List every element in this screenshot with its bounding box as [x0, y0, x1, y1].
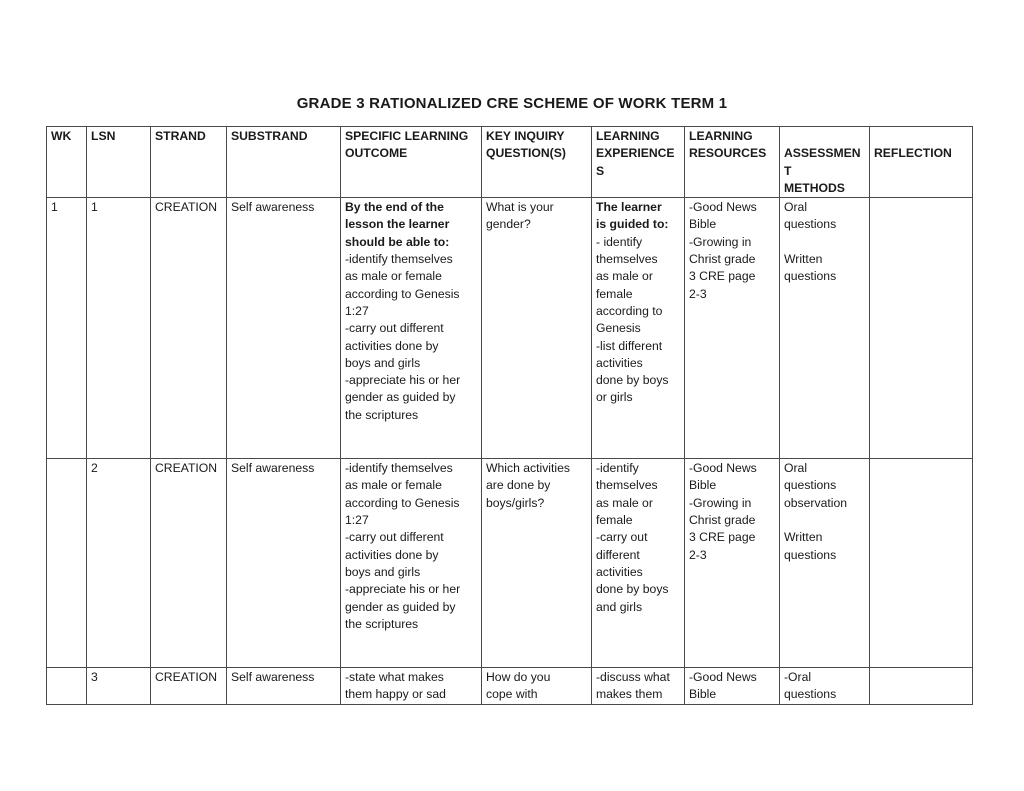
cell-assessment [780, 459, 870, 668]
outcome_bold-line: lesson the learner [345, 217, 450, 232]
experiences-line: -list different [596, 338, 663, 353]
assessment-line: questions [784, 547, 837, 562]
cell-wk: 1 [47, 198, 87, 459]
cell-question [482, 668, 592, 705]
header-experiences-line: LEARNING [596, 129, 660, 143]
resources-line: Bible [689, 478, 717, 493]
question-line: gender? [486, 217, 531, 232]
assessment-line: questions [784, 478, 837, 493]
header-assessment-line: METHODS [784, 180, 845, 195]
header-assessment-line [784, 128, 865, 145]
outcome-line: -identify themselves [345, 252, 453, 267]
cell-wk [47, 668, 87, 705]
header-experiences [592, 127, 685, 198]
header-lsn [87, 127, 151, 198]
experiences-line: activities [596, 564, 643, 579]
resources-line: Christ grade [689, 252, 756, 267]
experiences-line: -carry out [596, 530, 648, 545]
resources-line: -Growing in [689, 495, 752, 510]
outcome-line: gender as guided by [345, 599, 456, 614]
question-line: are done by [486, 478, 551, 493]
cell-outcome [341, 668, 482, 705]
outcome-line: the scriptures [345, 616, 419, 631]
experiences-line: different [596, 547, 640, 562]
cell-lsn: 3 [87, 668, 151, 705]
experiences-line: as male or [596, 269, 653, 284]
header-resources-line: RESOURCES [689, 146, 767, 161]
outcome-line: -appreciate his or her [345, 582, 461, 597]
experiences-line: -identify [596, 461, 639, 476]
table-row [47, 198, 973, 459]
resources-line: -Good News [689, 670, 757, 685]
assessment-line [784, 512, 865, 529]
header-outcome-line: OUTCOME [345, 146, 408, 161]
header-reflection-line [874, 128, 968, 145]
header-wk-line: WK [51, 129, 72, 143]
header-assessment-line: ASSESSMENT [784, 146, 861, 178]
header-outcome [341, 127, 482, 198]
header-question [482, 127, 592, 198]
resources-line: -Growing in [689, 234, 752, 249]
experiences_bold-line: The learner [596, 200, 662, 215]
outcome-line: the scriptures [345, 407, 419, 422]
experiences-line: according to [596, 303, 663, 318]
question-line: What is your [486, 200, 554, 215]
resources-line: 2-3 [689, 547, 707, 562]
outcome-line: them happy or sad [345, 687, 446, 702]
header-experiences-line: EXPERIENCES [596, 146, 675, 178]
experiences-line: and girls [596, 599, 643, 614]
outcome-line: 1:27 [345, 513, 369, 528]
header-outcome-line: SPECIFIC LEARNING [345, 129, 469, 143]
assessment-line: observation [784, 495, 848, 510]
cell-resources [685, 668, 780, 705]
outcome-line: activities done by [345, 338, 439, 353]
resources-line: Bible [689, 217, 717, 232]
assessment-line: Oral [784, 200, 808, 215]
cell-strand: CREATION [151, 668, 227, 705]
scheme-of-work-table [46, 126, 973, 705]
resources-line: 3 CRE page [689, 530, 756, 545]
cell-substrand: Self awareness [227, 668, 341, 705]
experiences-line: done by boys [596, 373, 669, 388]
cell-reflection [870, 459, 973, 668]
experiences-line: themselves [596, 478, 658, 493]
assessment-line: -Oral [784, 670, 812, 685]
outcome-line: gender as guided by [345, 390, 456, 405]
cell-strand: CREATION [151, 459, 227, 668]
question-line: boys/girls? [486, 495, 545, 510]
experiences-line: or girls [596, 390, 633, 405]
experiences-line: Genesis [596, 321, 641, 336]
assessment-line: questions [784, 269, 837, 284]
header-substrand-line: SUBSTRAND [231, 129, 308, 143]
table-row [47, 459, 973, 668]
cell-question [482, 459, 592, 668]
header-lsn-line: LSN [91, 129, 116, 143]
experiences_bold-line: is guided to: [596, 217, 669, 232]
experiences-line: themselves [596, 252, 658, 267]
outcome-line: boys and girls [345, 564, 421, 579]
cell-assessment [780, 668, 870, 705]
header-wk [47, 127, 87, 198]
header-assessment [780, 127, 870, 198]
outcome-line: 1:27 [345, 303, 369, 318]
resources-line: Bible [689, 687, 717, 702]
outcome-line: -carry out different [345, 530, 444, 545]
header-resources-line: LEARNING [689, 129, 753, 143]
outcome-line: -state what makes [345, 670, 444, 685]
outcome-line: -appreciate his or her [345, 373, 461, 388]
assessment-line [784, 234, 865, 251]
question-line: Which activities [486, 461, 570, 476]
outcome-line: as male or female [345, 478, 442, 493]
outcome-line: boys and girls [345, 355, 421, 370]
outcome-line: as male or female [345, 269, 442, 284]
resources-line: -Good News [689, 200, 757, 215]
resources-line: Christ grade [689, 513, 756, 528]
experiences-line: done by boys [596, 582, 669, 597]
outcome_bold-line: should be able to: [345, 234, 450, 249]
resources-line: 3 CRE page [689, 269, 756, 284]
header-reflection-line: REFLECTION [874, 146, 952, 161]
cell-resources [685, 459, 780, 668]
assessment-line: questions [784, 217, 837, 232]
experiences-line: makes them [596, 687, 663, 702]
cell-reflection [870, 668, 973, 705]
outcome-line: -carry out different [345, 321, 444, 336]
experiences-line: - identify [596, 234, 643, 249]
cell-experiences [592, 198, 685, 459]
header-question-line: KEY INQUIRY [486, 129, 565, 143]
header-strand [151, 127, 227, 198]
header-substrand [227, 127, 341, 198]
cell-reflection [870, 198, 973, 459]
experiences-line: as male or [596, 495, 653, 510]
resources-line: 2-3 [689, 286, 707, 301]
outcome-line: activities done by [345, 547, 439, 562]
experiences-line: activities [596, 355, 643, 370]
cell-substrand: Self awareness [227, 198, 341, 459]
header-resources [685, 127, 780, 198]
outcome-line: -identify themselves [345, 461, 453, 476]
outcome_bold-line: By the end of the [345, 200, 444, 215]
outcome-line: according to Genesis [345, 286, 460, 301]
cell-question [482, 198, 592, 459]
header-question-line: QUESTION(S) [486, 146, 566, 161]
assessment-line: Oral [784, 461, 808, 476]
question-line: cope with [486, 687, 538, 702]
table-row [47, 668, 973, 705]
cell-outcome [341, 198, 482, 459]
assessment-line: questions [784, 687, 837, 702]
experiences-line: -discuss what [596, 670, 670, 685]
cell-resources [685, 198, 780, 459]
header-reflection [870, 127, 973, 198]
assessment-line: Written [784, 530, 823, 545]
cell-assessment [780, 198, 870, 459]
resources-line: -Good News [689, 461, 757, 476]
header-row [47, 127, 973, 198]
cell-substrand: Self awareness [227, 459, 341, 668]
experiences-line: female [596, 286, 633, 301]
cell-lsn: 1 [87, 198, 151, 459]
cell-wk [47, 459, 87, 668]
cell-strand: CREATION [151, 198, 227, 459]
question-line: How do you [486, 670, 551, 685]
outcome-line: according to Genesis [345, 495, 460, 510]
assessment-line: Written [784, 252, 823, 267]
cell-experiences [592, 668, 685, 705]
cell-lsn: 2 [87, 459, 151, 668]
header-strand-line: STRAND [155, 129, 206, 143]
cell-outcome [341, 459, 482, 668]
cell-experiences [592, 459, 685, 668]
document-title: GRADE 3 RATIONALIZED CRE SCHEME OF WORK TERM 1 [296, 95, 728, 112]
table-body [47, 198, 973, 705]
experiences-line: female [596, 513, 633, 528]
